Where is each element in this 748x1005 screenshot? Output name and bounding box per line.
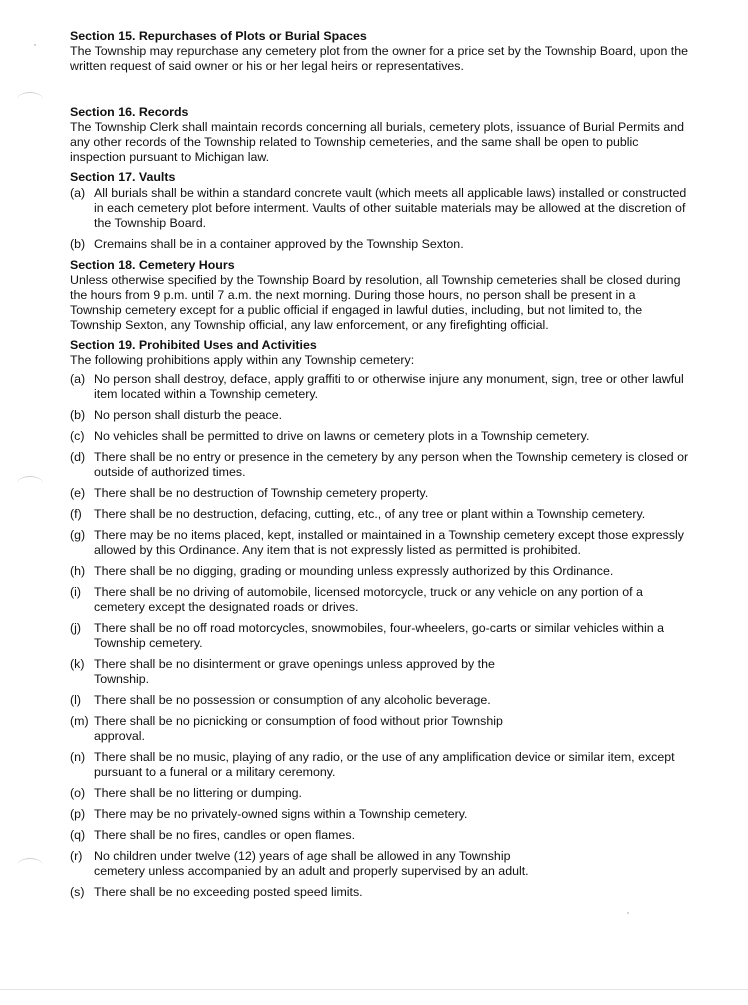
item-text: There shall be no exceeding posted speed limits. — [94, 885, 363, 899]
item-label: (o) — [70, 786, 86, 800]
item-text: No vehicles shall be permitted to drive on lawns or cemetery plots in a Township cemetery. — [94, 429, 590, 443]
list-item — [70, 750, 690, 780]
list-item — [70, 828, 690, 843]
section-paragraph: Unless otherwise specified by the Township Board by resolution, all Township cemeteries shall be closed during the hours from 9 p.m. until 7 a.m. the next morning. During those hours, no person shall be present in a Township cemetery except for a public official if engaged in lawful duties, including, but not limited to, the Township Sexton, any Township official, any law enforcement, or any firefighting official. — [70, 273, 681, 332]
list-item — [70, 693, 690, 708]
document-body — [70, 29, 690, 906]
item-label: (e) — [70, 486, 86, 500]
item-label: (m) — [70, 714, 89, 728]
punch-hole-mark — [17, 92, 43, 107]
item-label: (r) — [70, 849, 83, 863]
list-item — [70, 714, 690, 744]
list-item — [70, 450, 690, 480]
item-text: There shall be no destruction of Township cemetery property. — [94, 486, 429, 500]
list-item — [70, 786, 690, 801]
list-item — [70, 849, 690, 879]
item-label: (h) — [70, 564, 86, 578]
item-label: (l) — [70, 693, 82, 707]
item-text: There may be no items placed, kept, installed or maintained in a Township cemetery except those expressly allowed by this Ordinance. Any item that is not expressly listed as permitted is prohibited. — [94, 528, 685, 557]
item-label: (i) — [70, 585, 82, 599]
item-text: There shall be no fires, candles or open flames. — [94, 828, 356, 842]
list-item — [70, 486, 690, 501]
list-item — [70, 585, 690, 615]
section-19 — [70, 338, 690, 900]
list-item — [70, 429, 690, 444]
list-item — [70, 372, 690, 402]
item-text: There shall be no digging, grading or mounding unless expressly authorized by this Ordinance. — [94, 564, 614, 578]
item-text: No person shall disturb the peace. — [94, 408, 283, 422]
spacer — [70, 79, 690, 105]
item-label: (c) — [70, 429, 85, 443]
punch-hole-mark — [17, 858, 43, 873]
item-text: There shall be no destruction, defacing, cutting, etc., of any tree or plant within a Township cemetery. — [94, 507, 646, 521]
list-item — [70, 237, 690, 252]
section-16 — [70, 105, 690, 165]
section-15 — [70, 29, 690, 74]
section-paragraph: The Township Clerk shall maintain records concerning all burials, cemetery plots, issuance of Burial Permits and any other records of the Township related to Township cemeteries, and the same shall be open to public inspection pursuant to Michigan law. — [70, 120, 685, 164]
item-text: All burials shall be within a standard concrete vault (which meets all applicable laws) installed or constructed in each cemetery plot before interment. Vaults of other suitable materials may be allowed at the discretion of the Township Board. — [94, 186, 687, 230]
item-label: (b) — [70, 237, 86, 251]
list-item — [70, 564, 690, 579]
list-item — [70, 807, 690, 822]
item-label: (g) — [70, 528, 86, 542]
item-text: No children under twelve (12) years of age shall be allowed in any Township cemetery unless accompanied by an adult and properly supervised by an adult. — [94, 849, 529, 878]
list-item — [70, 657, 690, 687]
item-label: (j) — [70, 621, 82, 635]
section-17 — [70, 170, 690, 252]
item-text: There shall be no driving of automobile, licensed motorcycle, truck or any vehicle on any portion of a cemetery except the designated roads or drives. — [94, 585, 643, 614]
list-item — [70, 621, 690, 651]
item-label: (n) — [70, 750, 86, 764]
item-label: (a) — [70, 372, 86, 386]
list-item — [70, 507, 690, 522]
item-text: There shall be no picnicking or consumption of food without prior Township approval. — [94, 714, 503, 743]
item-label: (s) — [70, 885, 85, 899]
list-item — [70, 186, 690, 231]
item-list — [70, 186, 690, 252]
list-item — [70, 528, 690, 558]
item-label: (d) — [70, 450, 86, 464]
item-text: There shall be no possession or consumption of any alcoholic beverage. — [94, 693, 491, 707]
item-text: There shall be no disinterment or grave openings unless approved by the Township. — [94, 657, 495, 686]
item-label: (a) — [70, 186, 86, 200]
section-paragraph: The Township may repurchase any cemetery plot from the owner for a price set by the Township Board, upon the written request of said owner or his or her legal heirs or representatives. — [70, 44, 689, 73]
section-18 — [70, 258, 690, 333]
item-text: There shall be no entry or presence in the cemetery by any person when the Township cemetery is closed or outside of authorized times. — [94, 450, 689, 479]
item-label: (f) — [70, 507, 82, 521]
item-text: There may be no privately-owned signs within a Township cemetery. — [94, 807, 468, 821]
section-paragraph: The following prohibitions apply within any Township cemetery: — [70, 353, 415, 367]
section-title: Section 17. Vaults — [70, 170, 176, 184]
list-item — [70, 885, 690, 900]
item-text: There shall be no off road motorcycles, snowmobiles, four-wheelers, go-carts or similar vehicles within a Township cemetery. — [94, 621, 664, 650]
scan-speck — [627, 912, 629, 914]
item-text: There shall be no littering or dumping. — [94, 786, 303, 800]
section-title: Section 15. Repurchases of Plots or Burial Spaces — [70, 29, 367, 43]
section-title: Section 18. Cemetery Hours — [70, 258, 235, 272]
item-label: (b) — [70, 408, 86, 422]
scan-edge-line — [0, 989, 748, 990]
item-text: Cremains shall be in a container approved by the Township Sexton. — [94, 237, 464, 251]
scan-speck — [34, 44, 36, 46]
item-label: (k) — [70, 657, 85, 671]
section-title: Section 16. Records — [70, 105, 189, 119]
item-text: No person shall destroy, deface, apply graffiti to or otherwise injure any monument, sign, tree or other lawful item located within a Township cemetery. — [94, 372, 684, 401]
punch-hole-mark — [17, 476, 43, 491]
item-text: There shall be no music, playing of any radio, or the use of any amplification device or similar item, except pursuant to a funeral or a military ceremony. — [94, 750, 675, 779]
section-title: Section 19. Prohibited Uses and Activities — [70, 338, 317, 352]
list-item — [70, 408, 690, 423]
item-list — [70, 372, 690, 900]
item-label: (p) — [70, 807, 86, 821]
item-label: (q) — [70, 828, 86, 842]
